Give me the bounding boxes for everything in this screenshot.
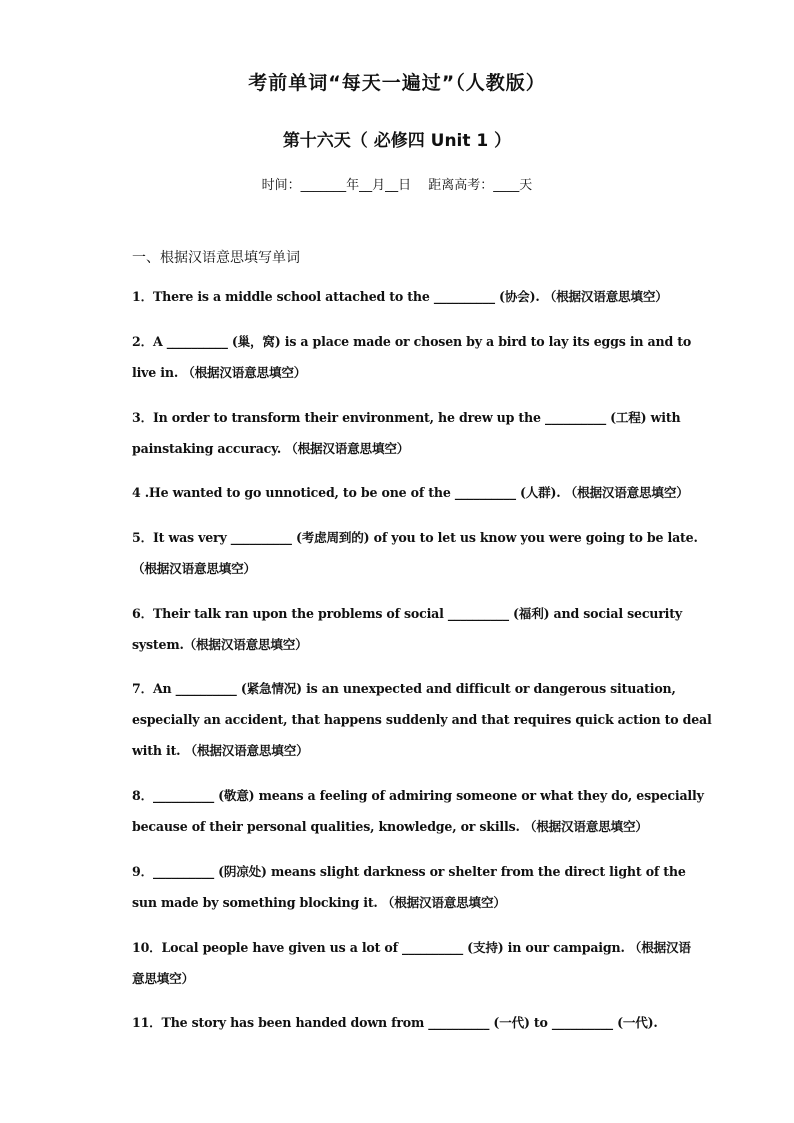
question-line: 5．It was very __________ (考虑周到的) of you to let us know you were going to be late. xyxy=(132,530,698,545)
question-8 xyxy=(132,780,704,842)
question-line: 7．An __________ (紧急情况) is an unexpected and difficult or dangerous situation, xyxy=(132,681,676,696)
question-10 xyxy=(132,932,691,994)
question-1 xyxy=(132,281,672,312)
question-9 xyxy=(132,856,686,918)
date-countdown-line: 时间：_______年__月__日 距离高考：____天 xyxy=(261,178,533,193)
page-subtitle: 第十六天（ 必修四 Unit 1 ） xyxy=(282,131,512,151)
question-line: 意思填空） xyxy=(132,971,194,986)
question-11 xyxy=(132,1007,672,1038)
question-line: 1．There is a middle school attached to the __________ (协会). （根据汉语意思填空） xyxy=(132,289,668,304)
question-5 xyxy=(132,522,698,584)
question-line: 6．Their talk ran upon the problems of social __________ (福利) and social security xyxy=(132,606,682,621)
question-line: painstaking accuracy. （根据汉语意思填空） xyxy=(132,441,410,456)
question-2 xyxy=(132,326,692,388)
question-line: （根据汉语意思填空） xyxy=(132,561,256,576)
question-line: 4 .He wanted to go unnoticed, to be one of the __________ (人群). （根据汉语意思填空） xyxy=(132,485,689,500)
question-line: system.（根据汉语意思填空） xyxy=(132,637,308,652)
question-line: 2．A __________ (巢，窝) is a place made or chosen by a bird to lay its eggs in and to xyxy=(132,334,692,349)
section-heading: 一、根据汉语意思填写单词 xyxy=(132,250,300,266)
question-line: 11．The story has been handed down from __________ (一代) to __________ (一代). xyxy=(132,1015,658,1030)
question-line: sun made by something blocking it. （根据汉语意思填空） xyxy=(132,895,506,910)
question-3 xyxy=(132,402,681,464)
question-line: 10．Local people have given us a lot of __________ (支持) in our campaign. （根据汉语 xyxy=(132,940,691,955)
question-line: with it. （根据汉语意思填空） xyxy=(132,743,309,758)
page-title: 考前单词“每天一遍过”（人教版） xyxy=(248,72,546,94)
question-line: because of their personal qualities, knowledge, or skills. （根据汉语意思填空） xyxy=(132,819,648,834)
question-line: 8．__________ (敬意) means a feeling of admiring someone or what they do, especially xyxy=(132,788,704,803)
question-line: 3．In order to transform their environment, he drew up the __________ (工程) with xyxy=(132,410,681,425)
question-line: live in. （根据汉语意思填空） xyxy=(132,365,307,380)
question-7 xyxy=(132,673,712,766)
question-line: especially an accident, that happens suddenly and that requires quick action to deal xyxy=(132,712,712,727)
question-4 xyxy=(132,477,689,508)
question-line: 9．__________ (阴凉处) means slight darkness or shelter from the direct light of the xyxy=(132,864,686,879)
question-6 xyxy=(132,598,682,660)
